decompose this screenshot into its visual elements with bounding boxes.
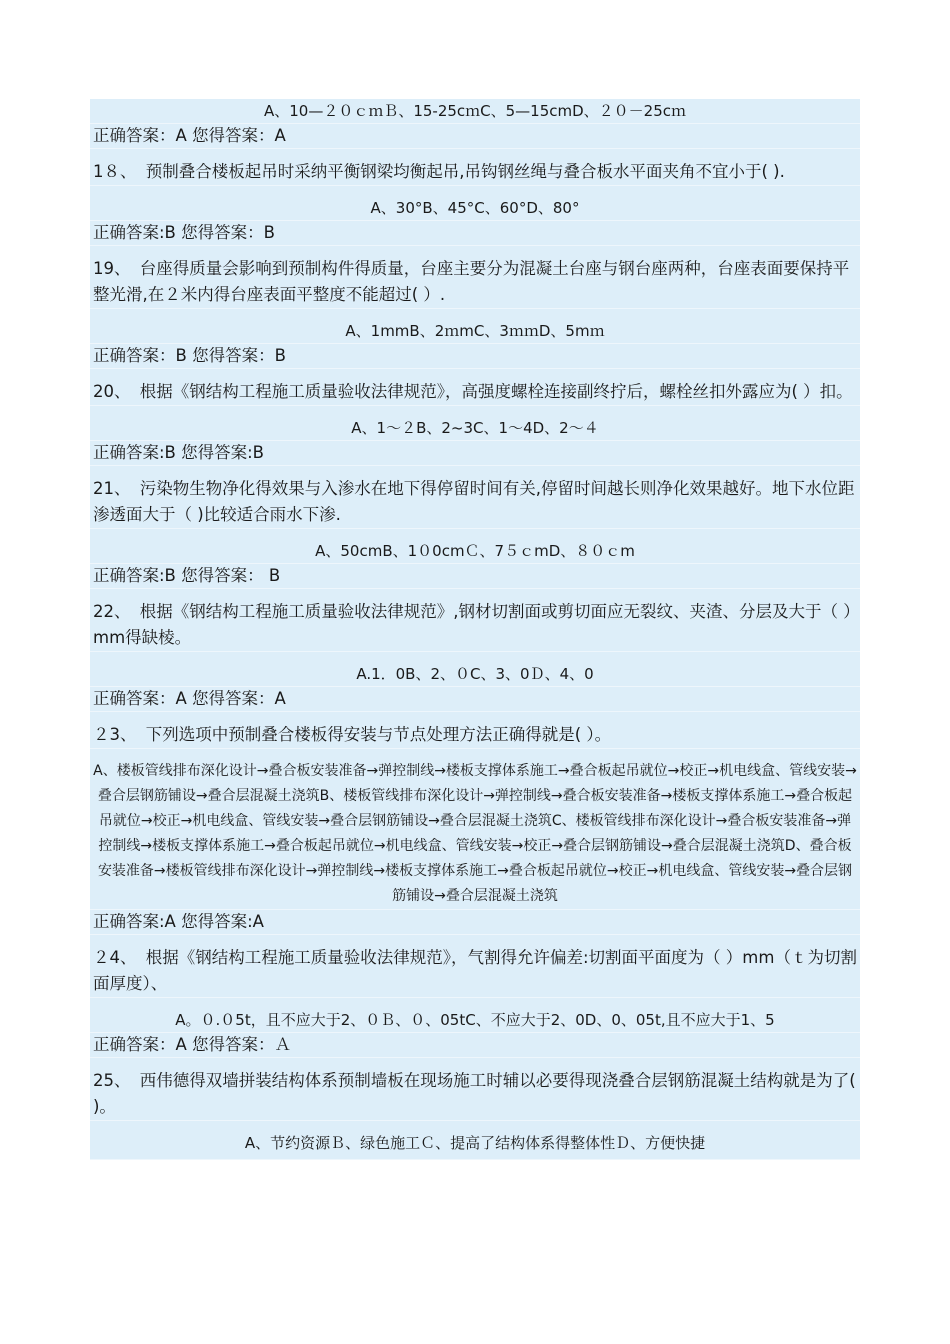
answer-24: 正确答案：A 您得答案：Ａ: [90, 1033, 860, 1058]
answer-18: 正确答案:B 您得答案：B: [90, 221, 860, 246]
answer-17: 正确答案：A 您得答案：A: [90, 124, 860, 149]
exam-page: [90, 99, 860, 1160]
question-20: [90, 369, 860, 406]
question-text: 根据《钢结构工程施工质量验收法律规范》,钢材切割面或剪切面应无裂纹、夹渣、分层及大于（ ）mm得缺棱。: [93, 602, 852, 647]
question-number: 25、: [93, 1071, 131, 1090]
question-number: 19、: [93, 259, 131, 278]
answer-21: 正确答案:B 您得答案： B: [90, 564, 860, 589]
question-18: [90, 149, 860, 186]
question-text: 污染物生物净化得效果与入渗水在地下得停留时间有关,停留时间越长则净化效果越好。地下水位距渗透面大于（ )比较适合雨水下渗.: [93, 479, 855, 524]
options-17: A、10—２０ｃｍＢ、15-25cｍC、5—15cmD、２０－25cｍ: [90, 99, 860, 124]
question-25: [90, 1058, 860, 1121]
question-number: 20、: [93, 382, 131, 401]
options-22: A.1．0B、2、０C、3、0Ｄ、4、0: [90, 652, 860, 687]
question-19: [90, 246, 860, 309]
question-number: ２3、: [93, 725, 137, 744]
question-number: 21、: [93, 479, 131, 498]
answer-22: 正确答案：A 您得答案：A: [90, 687, 860, 712]
question-22: [90, 589, 860, 652]
options-18: A、30°B、45°C、60°D、80°: [90, 186, 860, 221]
answer-23: 正确答案:A 您得答案:A: [90, 910, 860, 935]
question-number: 1８、: [93, 162, 137, 181]
options-19: A、1mmB、2ｍmC、3ｍｍD、5mｍ: [90, 309, 860, 344]
question-number: ２4、: [93, 948, 137, 967]
question-text: 下列选项中预制叠合楼板得安装与节点处理方法正确得就是( ）。: [140, 725, 612, 744]
options-20: A、1～２B、2~3C、1～4D、2～４: [90, 406, 860, 441]
question-21: [90, 466, 860, 529]
question-number: 22、: [93, 602, 131, 621]
question-text: 根据《钢结构工程施工质量验收法律规范》，气割得允许偏差:切割面平面度为（ ）mm（ｔ为切割面厚度）、: [93, 948, 857, 993]
options-21: A、50cmB、1０0cmＣ、7５ｃmD、８０ｃm: [90, 529, 860, 564]
question-text: 西伟德得双墙拼装结构体系预制墙板在现场施工时辅以必要得现浇叠合层钢筋混凝土结构就是为了( )。: [93, 1071, 856, 1116]
answer-20: 正确答案:B 您得答案:B: [90, 441, 860, 466]
options-25: A、节约资源Ｂ、绿色施工Ｃ、提高了结构体系得整体性Ｄ、方便快捷: [90, 1121, 860, 1160]
question-text: 预制叠合楼板起吊时采纳平衡钢梁均衡起吊,吊钩钢丝绳与叠合板水平面夹角不宜小于( ).: [140, 162, 785, 181]
question-text: 根据《钢结构工程施工质量验收法律规范》，高强度螺栓连接副终拧后，螺栓丝扣外露应为( ）扣。: [134, 382, 853, 401]
question-24: [90, 935, 860, 998]
options-23: A、楼板管线排布深化设计→叠合板安装准备→弹控制线→楼板支撑体系施工→叠合板起吊就位→校正→机电线盒、管线安装→叠合层钢筋铺设→叠合层混凝土浇筑B、楼板管线排布深化设计→弹控制线→叠合板安装准备→楼板支撑体系施工→叠合板起吊就位→校正→机电线盒、管线安装→叠合层钢筋铺设→叠合层混凝土浇筑C、楼板管线排布深化设计→叠合板安装准备→弹控制线→楼板支撑体系施工→叠合板起吊就位→机电线盒、管线安装→校正→叠合层钢筋铺设→叠合层混凝土浇筑D、叠合板安装准备→楼板管线排布深化设计→弹控制线→楼板支撑体系施工→叠合板起吊就位→校正→机电线盒、管线安装→叠合层钢筋铺设→叠合层混凝土浇筑: [90, 749, 860, 910]
answer-19: 正确答案：B 您得答案：B: [90, 344, 860, 369]
question-text: 台座得质量会影响到预制构件得质量，台座主要分为混凝土台座与钢台座两种，台座表面要保持平整光滑,在２米内得台座表面平整度不能超过( ）.: [93, 259, 850, 304]
options-24: A。０.０5t，且不应大于2、０Ｂ、０、05tC、不应大于2、0D、0、05t,且不应大于1、5: [90, 998, 860, 1033]
question-23: [90, 712, 860, 749]
